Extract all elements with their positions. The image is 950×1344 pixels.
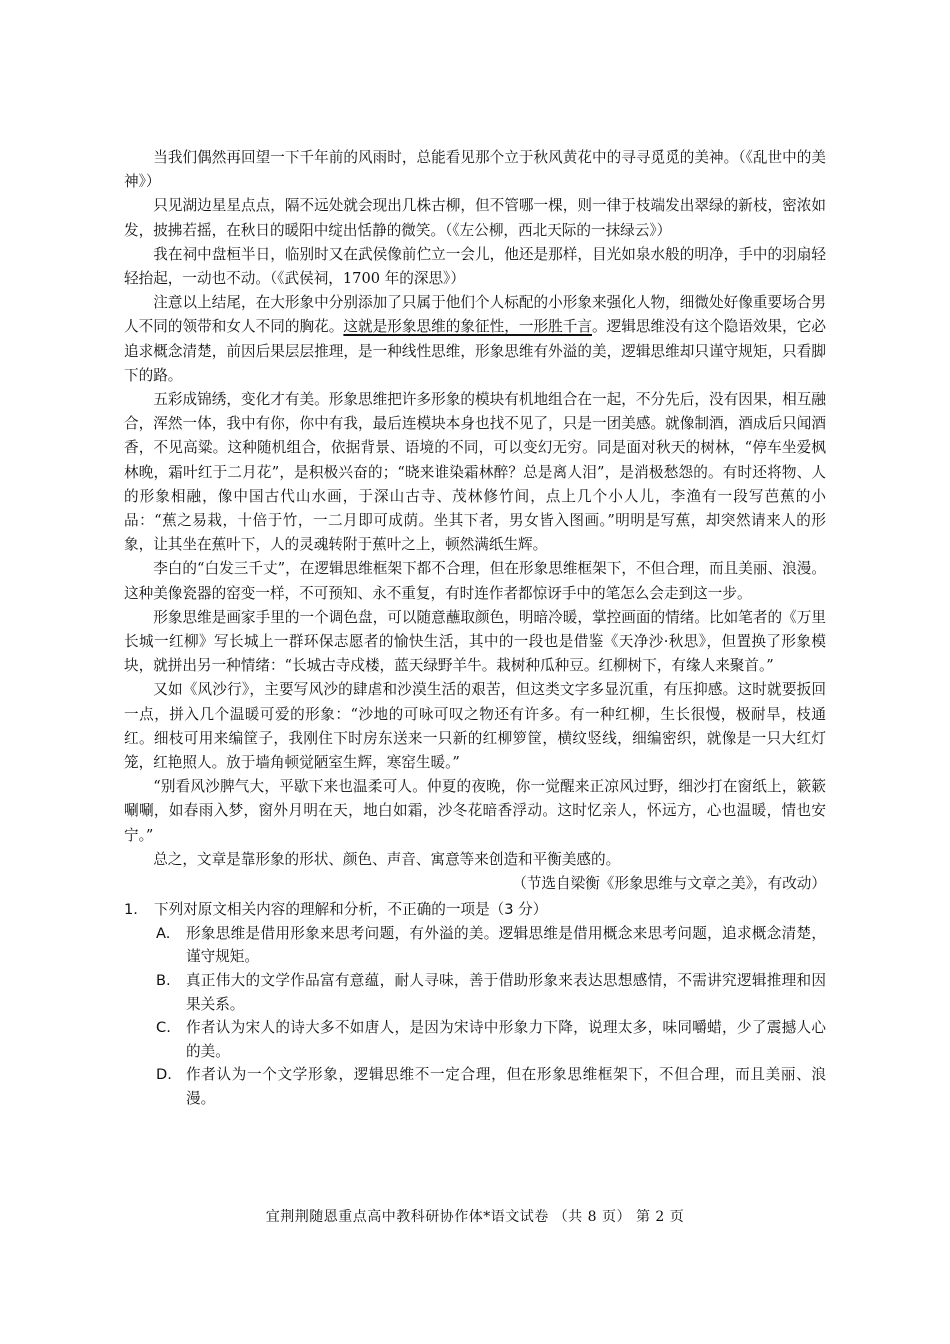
paragraph-5: 五彩成锦绣，变化才有美。形象思维把许多形象的模块有机地组合在一起，不分先后，没有因果，相互融合，浑然一体，我中有你，你中有我，最后连模块本身也找不见了，只是一团美感。就像制酒，酒成后只闻酒香，不见高粱。这种随机组合，依据背景、语境的不同，可以变幻无穷。同是面对秋天的树林，“停车坐爱枫林晚，霜叶红于二月花”，是积极兴奋的；“晓来谁染霜林醉？总是离人泪”，是消极愁怨的。有时还将物、人的形象相融，像中国古代山水画，于深山古寺、茂林修竹间，点上几个小人儿，李渔有一段写芭蕉的小品：“蕉之易栽，十倍于竹，一二月即可成荫。坐其下者，男女皆入图画。”明明是写蕉，却突然请来人的形象，让其坐在蕉叶下，人的灵魂转附于蕉叶之上，顿然满纸生辉。 <box>124 391 826 554</box>
option-text: 作者认为一个文学形象，逻辑思维不一定合理，但在形象思维框架下，不但合理，而且美丽、浪漫。 <box>186 1066 826 1108</box>
option-text: 真正伟大的文学作品富有意蕴，耐人寻味，善于借助形象来表达思想感情，不需讲究逻辑推理和因果关系。 <box>186 972 826 1013</box>
option-letter: C. <box>156 1019 171 1037</box>
paragraph-9: “别看风沙脾气大，平歇下来也温柔可人。仲夏的夜晚，你一觉醒来正凉风过野，细沙打在窗纸上，簌簌唰唰，如春雨入梦，窗外月明在天，地白如霜，沙冬花暗香浮动。这时忆亲人，怀远方，心也温暖，情也安宁。” <box>124 778 826 844</box>
option-d <box>156 1063 826 1110</box>
paragraph-7: 形象思维是画家手里的一个调色盘，可以随意蘸取颜色，明暗冷暖，掌控画面的情绪。比如笔者的《万里长城一红柳》写长城上一群环保志愿者的愉快生活，其中的一段也是借鉴《天净沙·秋思》，但置换了形象模块，就拼出另一种情绪：“长城古寺戍楼，蓝天绿野羊牛。栽树种瓜种豆。红柳树下，有缘人来聚首。” <box>124 608 826 675</box>
source-citation: （节选自梁衡《形象思维与文章之美》，有改动） <box>512 875 826 893</box>
option-letter: A. <box>156 924 171 942</box>
question-stem <box>124 898 826 922</box>
page-footer: 宜荆荆随恩重点高中教科研协作体*语文试卷 （共 8 页） 第 2 页 <box>265 1209 685 1225</box>
paragraph-3: 我在祠中盘桓半日，临别时又在武侯像前伫立一会儿，他还是那样，目光如泉水般的明净，手中的羽扇轻轻抬起，一动也不动。（《武侯祠，1700 年的深思》） <box>124 245 826 288</box>
question-number: 1. <box>124 901 138 919</box>
paragraph-4 <box>124 291 826 388</box>
option-letter: B. <box>156 972 171 990</box>
paragraph-8: 又如《风沙行》，主要写风沙的肆虐和沙漠生活的艰苦，但这类文字多显沉重，有压抑感。这时就要扳回一点，拼入几个温暖可爱的形象：“沙地的可咏可叹之物还有许多。有一种红柳，生长很慢，极耐旱，枝通红。细枝可用来编筐子，我刚住下时房东送来一只新的红柳箩筐，横纹竖线，细编密织，就像是一只大红灯笼，红艳照人。放于墙角顿觉陋室生辉，寒窑生暖。” <box>124 681 826 772</box>
underlined-sentence: 这就是形象思维的象征性，一形胜千言 <box>343 318 592 336</box>
option-text: 形象思维是借用形象来思考问题，有外溢的美。逻辑思维是借用概念来思考问题，追求概念清楚，谨守规矩。 <box>186 924 826 966</box>
paragraph-10: 总之，文章是靠形象的形状、颜色、声音、寓意等来创造和平衡美感的。 <box>153 850 621 868</box>
paragraph-4-after: 。逻辑思维没有这个隐语效果，它必追求概念清楚，前因后果层层推理，是一种线性思维，形象思维有外溢的美，逻辑思维却只谨守规矩，只看脚下的路。 <box>124 318 826 384</box>
question-text: 下列对原文相关内容的理解和分析，不正确的一项是（3 分） <box>154 901 548 919</box>
paragraph-1: 当我们偶然再回望一下千年前的风雨时，总能看见那个立于秋风黄花中的寻寻觅觅的美神。（《乱世中的美神》） <box>124 149 826 191</box>
option-text: 作者认为宋人的诗大多不如唐人，是因为宋诗中形象力下降，说理太多，味同嚼蜡，少了震撼人心的美。 <box>186 1019 826 1060</box>
paragraph-4-before: 注意以上结尾，在大形象中分别添加了只属于他们个人标配的小形象来强化人物，细微处好像重要场合男人不同的领带和女人不同的胸花。 <box>124 294 826 336</box>
question-1 <box>124 898 826 1110</box>
paragraph-2: 只见湖边星星点点，隔不远处就会现出几株古柳，但不管哪一棵，则一律于枝端发出翠绿的新枝，密浓如发，披拂若摇，在秋日的暖阳中绽出恬静的微笑。（《左公柳，西北天际的一抹绿云》） <box>124 197 826 239</box>
option-a <box>156 922 826 969</box>
article-body <box>124 146 826 1111</box>
option-c <box>156 1016 826 1063</box>
option-letter: D. <box>156 1066 172 1084</box>
option-b <box>156 969 826 1016</box>
paragraph-6: 李白的“白发三千丈”，在逻辑思维框架下都不合理，但在形象思维框架下，不但合理，而且美丽、浪漫。这种美像瓷器的窑变一样，不可预知、永不重复，有时连作者都惊讶手中的笔怎么会走到这一步。 <box>124 560 826 602</box>
